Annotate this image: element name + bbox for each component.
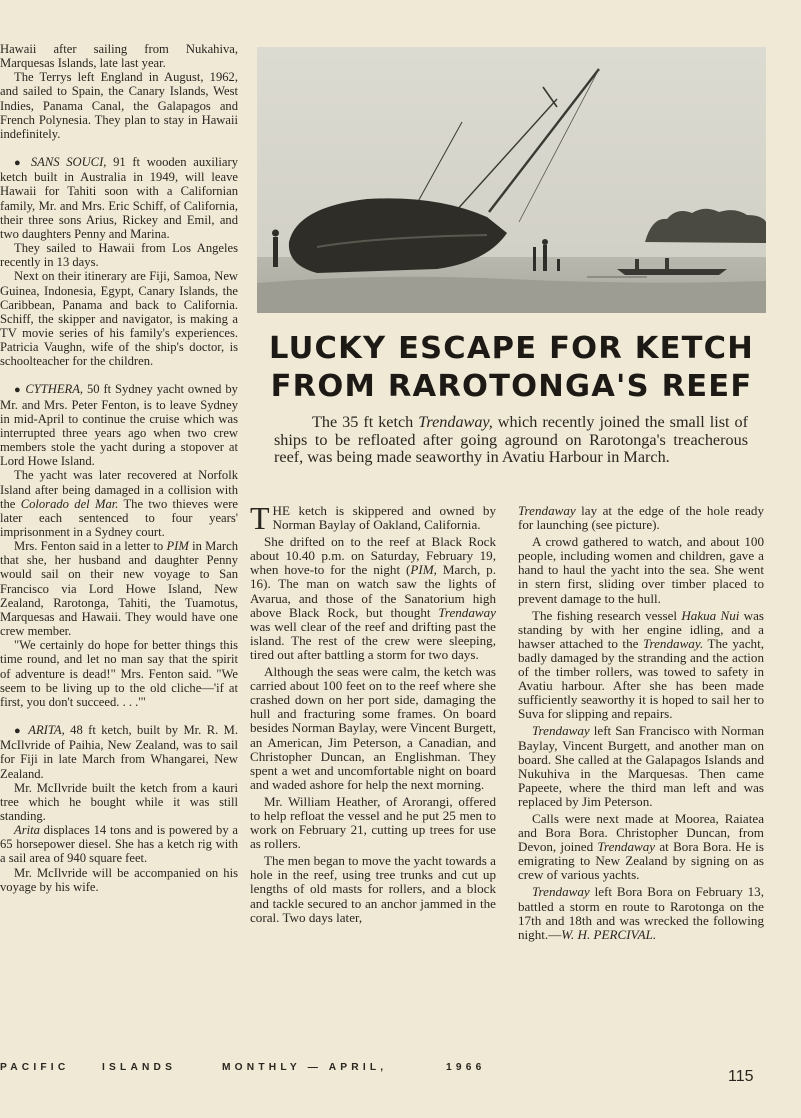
text: 50 ft Sydney yacht owned by Mr. and Mrs. Peter Fenton, is to leave Sydney in mid-April to continue the cruise which was interrupted three years ago when two crew members stole the yacht during a stopover at Lord Howe Island. (0, 382, 238, 469)
ship-name: CYTHERA, (25, 382, 84, 397)
article-para-5: The men began to move the yacht towards a hole in the reef, using tree trunks and cut up lengths of old masts for rollers, and a block and tackle secured to an anchor jammed in the coral. Two days later, (250, 853, 496, 925)
ship-name: Trendaway (438, 604, 496, 620)
left-column (0, 42, 238, 894)
text: at Bora Bora. He is emigrating to New Zealand by signing on as crew of various yachts. (518, 839, 764, 883)
article-column-1 (250, 500, 496, 928)
footer-pacific: PACIFIC (0, 1062, 70, 1073)
article-para-9 (518, 724, 764, 809)
text: She drifted on to the reef at Black Rock about 10.40 p.m. on Saturday, February 19, when hove-to for the night ( (250, 534, 496, 578)
terrys-para-1: Hawaii after sailing from Nukahiva, Marquesas Islands, late last year. (0, 42, 238, 71)
headline (257, 330, 766, 406)
bullet-icon: ● (14, 384, 22, 397)
cythera-item (0, 382, 238, 709)
text: displaces 14 tons and is powered by a 65 horsepower diesel. She has a ketch rig with a sail area of 940 square feet. (0, 823, 238, 866)
text: left San Francisco with Norman Baylay, Vincent Burgett, and another man on board. She called at the Galapagos Islands and Nukuhiva in the Marquesas. Then came Papeete, where the third man left and was replaced by Jim Peterson. (518, 723, 764, 809)
article-para-6 (518, 504, 764, 532)
text: HE ketch is skippered and owned by Norman Baylay of Oakland, California. (272, 503, 496, 533)
sans-souci-para-1 (0, 155, 238, 241)
text: March, p. 16). The man on watch saw the lights of Avarua, and those of the Sanatorium high above Black Rock, but thought (250, 562, 496, 620)
ship-name: Trendaway (532, 723, 590, 739)
text: left Bora Bora on February 13, battled a storm en route to Rarotonga on the 17th and 18th and was wrecked the following night.— (518, 884, 764, 942)
ship-name: Trendaway (597, 839, 656, 855)
article-para-11 (518, 885, 764, 941)
cythera-para-2 (0, 468, 238, 539)
headline-line-2: FROM RAROTONGA'S REEF (270, 369, 753, 404)
text: The yacht, badly damaged by the stranding and the action of the timber rollers, was towed to safety in Avatiu harbour. After she has been made sufficiently seaworthy it is hoped to sail her to Suva for slipping and repairs. (518, 635, 764, 722)
vessel-name: Hakua Nui (681, 607, 740, 623)
footer-islands: ISLANDS (102, 1062, 177, 1073)
photo-illustration (257, 47, 766, 313)
drop-cap: T (250, 500, 270, 536)
ship-name: Arita (14, 823, 40, 838)
sans-souci-para-3: Next on their itinerary are Fiji, Samoa, New Guinea, Indonesia, Egypt, Canary Islands, the Caribbean, Panama and back to California. Schiff, the skipper and navigator, is making a TV movie series of his family's experiences. Patricia Vaughn, wife of the ship's doctor, is schoolteacher for the children. (0, 269, 238, 369)
cythera-para-1 (0, 382, 238, 468)
text: The fishing research vessel (532, 607, 682, 623)
text: in March that she, her husband and daughter Penny would sail on their new voyage to San Francisco via Lord Howe Island, New Zealand, Rarotonga, Tahiti, the Tuamotus, Marquesas and Hawaii. They would have one crew member. (0, 539, 238, 639)
page-number: 115 (728, 1068, 754, 1085)
article-para-2 (250, 535, 496, 662)
arita-para-1 (0, 723, 238, 781)
headline-line-1: LUCKY ESCAPE FOR KETCH (269, 331, 754, 366)
text: 48 ft ketch, built by Mr. R. M. McIlvride of Paihia, New Zealand, was to sail for Fiji in late March from Whangarei, New Zealand. (0, 723, 238, 781)
sans-souci-para-2: They sailed to Hawaii from Los Angeles recently in 13 days. (0, 241, 238, 270)
ship-name: Trendaway (532, 884, 590, 900)
publication-name: PIM (166, 539, 189, 554)
article-para-4: Mr. William Heather, of Arorangi, offered to help refloat the vessel and he put 25 men to work on February 21, cutting up trees for use as rollers. (250, 793, 496, 852)
intro (274, 414, 748, 467)
ship-name: Colorado del Mar. (20, 496, 119, 511)
arita-para-4: Mr. McIlvride will be accompanied on his voyage by his wife. (0, 865, 238, 894)
bullet-icon: ● (14, 157, 25, 170)
text: 91 ft wooden auxiliary ketch built in Australia in 1949, will leave Hawaii for Tahiti soon with a Californian family, Mr. and Mrs. Eric Schiff, of California, their three sons Arius, Rickey and Emil, and two daughters Penny and Marina. (0, 155, 238, 241)
text: was standing by with her engine idling, and a hawser attached to the (518, 607, 764, 651)
publication-name: PIM, (410, 562, 437, 578)
article-column-2 (518, 504, 764, 945)
ship-name: SANS SOUCI, (30, 155, 107, 170)
ship-name: Trendaway (518, 503, 576, 518)
text: Mrs. Fenton said in a letter to (14, 539, 167, 554)
bullet-icon: ● (14, 725, 23, 738)
text: was well clear of the reef and drifting past the island. The rest of the crew were sleeping, tired out after battling a storm for two days. (250, 618, 496, 662)
cythera-para-3 (0, 539, 238, 638)
text: The 35 ft ketch (312, 413, 419, 431)
terrys-item (0, 42, 238, 141)
text: lay at the edge of the hole ready for launching (see picture). (518, 503, 764, 533)
text: The yacht was later recovered at Norfolk Island after being damaged in a collision with the (0, 468, 238, 511)
footer-monthly: MONTHLY — APRIL, (222, 1062, 388, 1073)
ship-name: Trendaway, (418, 413, 493, 431)
article-para-8 (518, 609, 764, 722)
byline: W. H. PERCIVAL. (561, 926, 657, 942)
cythera-para-4: "We certainly do hope for better things this time round, and let no man say that the spirit of adventure is dead!" Mrs. Fenton said. "We seem to be living up to the old cliche—'if at first, you don't succeed. . . .'" (0, 638, 238, 709)
article-para-10 (518, 812, 764, 882)
text: Calls were next made at Moorea, Raiatea and Bora Bora. Christopher Duncan, from Devon, joined (518, 810, 764, 855)
photo (257, 47, 766, 313)
ship-name: ARITA, (28, 723, 65, 738)
sans-souci-item (0, 155, 238, 368)
text: which recently joined the small list of ships to be refloated after going aground on Rarotonga's treacherous reef, was being made seaworthy in Avatiu Harbour in March. (274, 413, 748, 466)
intro-paragraph (274, 414, 748, 467)
terrys-para-2: The Terrys left England in August, 1962, and sailed to Spain, the Canary Islands, West Indies, Panama Canal, the Galapagos and French Polynesia. They plan to stay in Hawaii indefinitely. (0, 70, 238, 141)
text: The two thieves were later each sentenced to four years' imprisonment in a Sydney court. (0, 496, 238, 539)
arita-para-2: Mr. McIlvride built the ketch from a kauri tree which he bought while it was still standing. (0, 780, 238, 823)
article-para-3: Although the seas were calm, the ketch was carried about 100 feet on to the reef where she crashed down on her port side, damaging the hull and fracturing some frames. On board besides Norman Baylay, were Vincent Burgett, an American, Jim Peterson, a Canadian, and Christopher Duncan, an Englishman. They spent a wet and uncomfortable night on board and waded ashore for help the next morning. (250, 664, 496, 792)
arita-para-3 (0, 823, 238, 865)
article-para-1 (250, 500, 496, 536)
article-para-7: A crowd gathered to watch, and about 100 people, including women and children, gave a hand to haul the yacht into the sea. She went in stern first, sliding over timber placed to prevent damage to the hull. (518, 534, 764, 606)
footer-year: 1966 (446, 1062, 486, 1073)
ship-name: Trendaway. (642, 635, 704, 651)
arita-item (0, 723, 238, 894)
